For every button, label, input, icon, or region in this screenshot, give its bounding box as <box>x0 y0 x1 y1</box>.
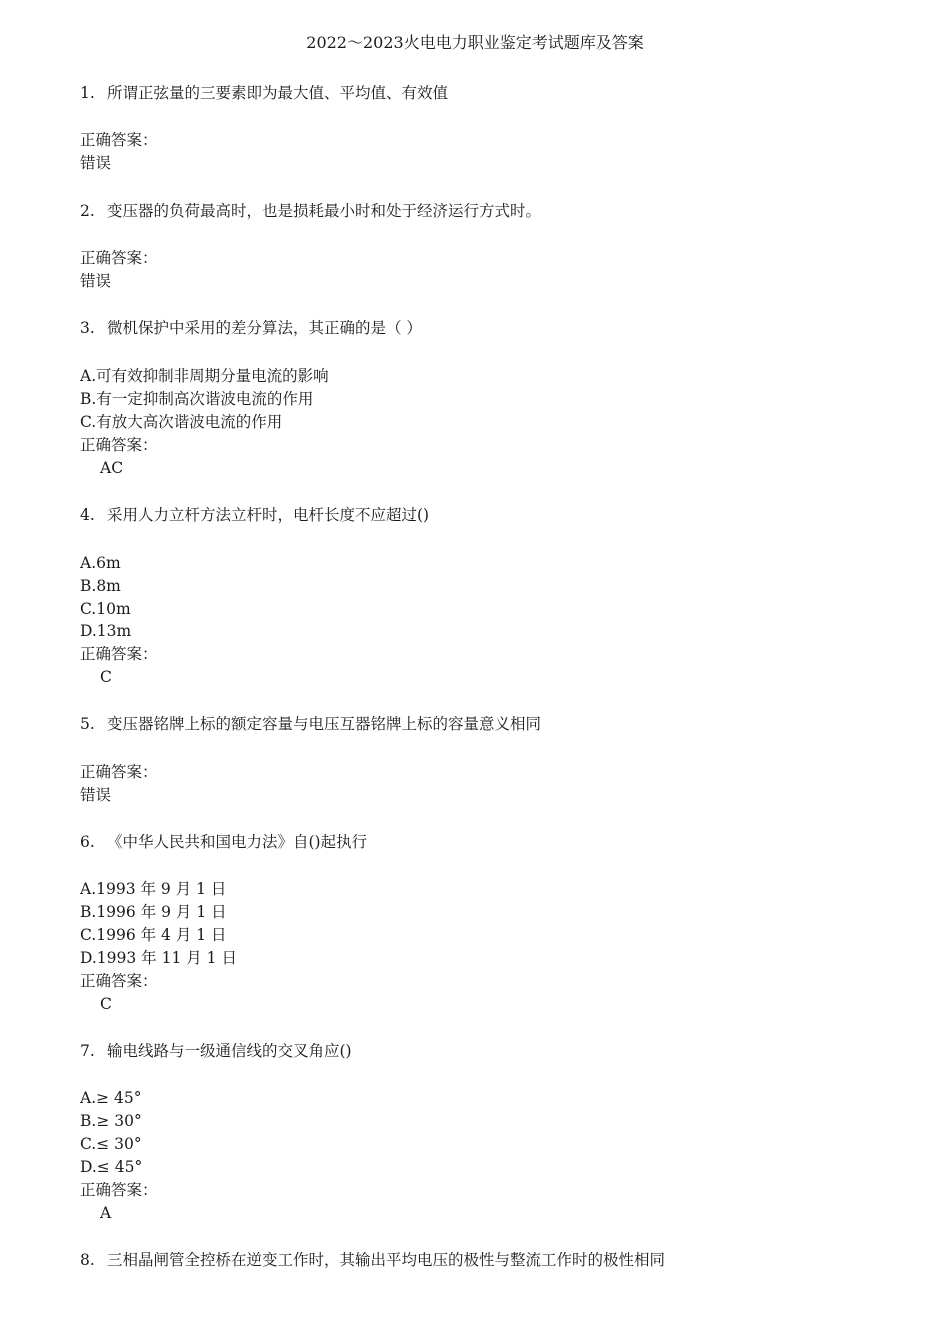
question-2 <box>80 200 541 222</box>
question-text: 三相晶闸管全控桥在逆变工作时，其输出平均电压的极性与整流工作时的极性相同 <box>107 1251 666 1269</box>
question-number: 7. <box>80 1042 95 1060</box>
option-a: A.1993 年 9 月 1 日 <box>80 880 227 898</box>
option-c: C.有放大高次谐波电流的作用 <box>80 413 283 431</box>
question-text: 变压器的负荷最高时，也是损耗最小时和处于经济运行方式时。 <box>107 202 542 220</box>
answer-label: 正确答案： <box>80 131 158 149</box>
answer-label: 正确答案： <box>80 763 158 781</box>
question-7 <box>80 1040 352 1062</box>
option-a: A.≥ 45° <box>80 1089 142 1107</box>
option-b: B.8m <box>80 577 121 595</box>
question-number: 3. <box>80 319 95 337</box>
answer-label: 正确答案： <box>80 645 158 663</box>
question-number: 8. <box>80 1251 95 1269</box>
option-c: C.≤ 30° <box>80 1135 142 1153</box>
option-c: C.10m <box>80 600 131 618</box>
option-b: B.1996 年 9 月 1 日 <box>80 903 227 921</box>
question-5 <box>80 713 541 735</box>
answer-value: A <box>100 1204 112 1222</box>
option-a: A.6m <box>80 554 121 572</box>
question-text: 所谓正弦量的三要素即为最大值、平均值、有效值 <box>107 84 449 102</box>
option-d: D.≤ 45° <box>80 1158 143 1176</box>
question-8 <box>80 1249 665 1271</box>
option-b: B.≥ 30° <box>80 1112 142 1130</box>
question-number: 1. <box>80 84 95 102</box>
answer-label: 正确答案： <box>80 436 158 454</box>
answer-label: 正确答案： <box>80 972 158 990</box>
option-b: B.有一定抑制高次谐波电流的作用 <box>80 390 314 408</box>
answer-value: 错误 <box>80 272 112 290</box>
question-text: 输电线路与一级通信线的交叉角应() <box>107 1042 352 1060</box>
question-4 <box>80 504 429 526</box>
question-text: 变压器铭牌上标的额定容量与电压互器铭牌上标的容量意义相同 <box>107 715 542 733</box>
answer-value: C <box>100 995 112 1013</box>
document-title: 2022～2023火电电力职业鉴定考试题库及答案 <box>306 33 644 52</box>
question-number: 6. <box>80 833 95 851</box>
question-number: 2. <box>80 202 95 220</box>
answer-value: 错误 <box>80 786 112 804</box>
question-number: 4. <box>80 506 95 524</box>
question-3 <box>80 317 422 339</box>
answer-label: 正确答案： <box>80 249 158 267</box>
question-text: 《中华人民共和国电力法》自()起执行 <box>107 833 368 851</box>
question-1 <box>80 82 448 104</box>
option-d: D.13m <box>80 622 132 640</box>
question-number: 5. <box>80 715 95 733</box>
option-c: C.1996 年 4 月 1 日 <box>80 926 227 944</box>
answer-value: 错误 <box>80 154 112 172</box>
question-text: 采用人力立杆方法立杆时，电杆长度不应超过() <box>107 506 430 524</box>
question-text: 微机保护中采用的差分算法，其正确的是（ ） <box>107 319 422 337</box>
question-6 <box>80 831 367 853</box>
answer-label: 正确答案： <box>80 1181 158 1199</box>
option-d: D.1993 年 11 月 1 日 <box>80 949 237 967</box>
option-a: A.可有效抑制非周期分量电流的影响 <box>80 367 329 385</box>
answer-value: C <box>100 668 112 686</box>
answer-value: AC <box>100 459 124 477</box>
